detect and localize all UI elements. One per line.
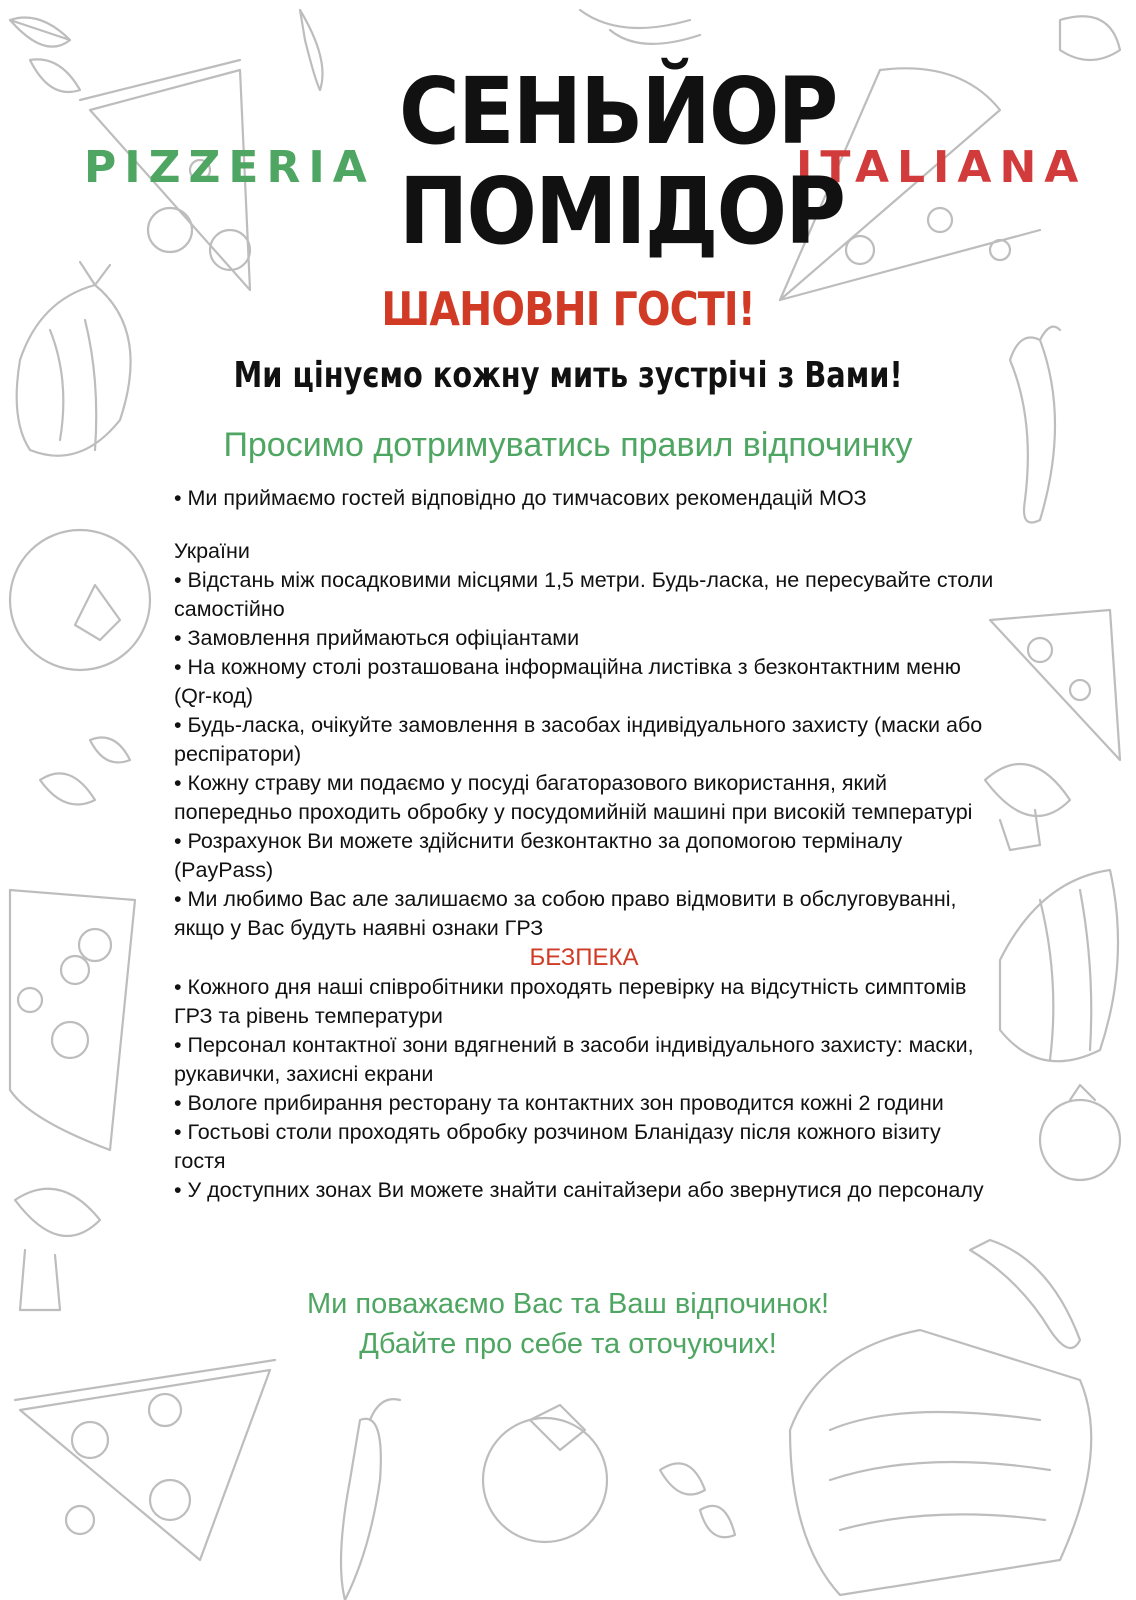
rule-item: • Ми любимо Вас але залишаємо за собою право відмовити в обслуговуванні, якщо у Вас будуть наявні ознаки ГРЗ <box>174 887 957 940</box>
rule-item: • Замовлення приймаються офіціантами <box>174 626 580 650</box>
security-item: • Вологе прибирання ресторану та контактних зон проводится кожні 2 години <box>174 1091 944 1115</box>
motto-text: Ми цінуємо кожну мить зустрічі з Вами! <box>233 355 903 396</box>
rule-item: • Будь-ласка, очікуйте замовлення в засобах індивідуального захисту (маски або респіратори) <box>174 713 983 766</box>
rule-item: • Розрахунок Ви можете здійснити безконтактно за допомогою терміналу (PayPass) <box>174 829 903 882</box>
closing-line-2: Дбайте про себе та оточуючих! <box>359 1328 777 1360</box>
mushroom-icon <box>1060 16 1120 60</box>
chili-pepper-icon <box>341 1399 400 1600</box>
rules-body <box>174 484 994 1205</box>
basil-leaf-icon <box>660 1463 735 1537</box>
rules-heading: Просимо дотримуватись правил відпочинку <box>223 426 913 464</box>
onion-icon <box>1000 870 1118 1061</box>
security-item: • Гостьові столи проходять обробку розчином Бланідазу після кожного візиту гостя <box>174 1120 941 1173</box>
cutting-board-icon <box>790 1330 1091 1595</box>
chili-pepper-icon <box>300 10 323 90</box>
rule-item: • Ми приймаємо гостей відповідно до тимчасових рекомендацій МОЗ <box>174 486 867 510</box>
rule-item: • Кожну страву ми подаємо у посуді багаторазового використання, який попередньо проходить обробку у посудомийній машині при високій температурі <box>174 771 973 824</box>
pizza-slice-icon <box>10 890 135 1150</box>
tomato-icon <box>483 1405 607 1542</box>
restaurant-logo <box>380 58 845 265</box>
greeting-heading <box>0 282 1136 336</box>
pizzeria-tag: PIZZERIA <box>84 142 375 193</box>
closing-message <box>0 1284 1136 1364</box>
tomato-icon <box>10 530 150 670</box>
closing-line-1: Ми поважаємо Вас та Ваш відпочинок! <box>306 1288 830 1320</box>
pizza-slice-icon <box>15 1360 275 1560</box>
security-item: • У доступних зонах Ви можете знайти санітайзери або звернутися до персоналу <box>174 1178 984 1202</box>
tomato-icon <box>580 10 700 44</box>
tomato-icon <box>1040 1085 1120 1180</box>
rule-item: України <box>174 539 250 563</box>
motto-heading <box>0 355 1136 396</box>
security-item: • Персонал контактної зони вдягнений в засоби індивідуального захисту: маски, рукавички, захисні екрани <box>174 1033 974 1086</box>
security-item: • Кожного дня наші співробітники проходять перевірку на відсутність симптомів ГРЗ та рівень температури <box>174 975 967 1028</box>
pizza-slice-icon <box>990 610 1120 760</box>
logo-line-1: СЕНЬЙОР <box>399 58 837 165</box>
rule-item: • На кожному столі розташована інформаційна листівка з безконтактним меню (Qr-код) <box>174 655 961 708</box>
greeting-text: ШАНОВНІ ГОСТІ! <box>381 282 755 336</box>
basil-leaf-icon <box>40 738 130 805</box>
mushroom-icon <box>985 764 1070 850</box>
basil-leaf-icon <box>10 18 80 93</box>
rule-item: • Відстань між посадковими місцями 1,5 метри. Будь-ласка, не пересувайте столи самостійно <box>174 568 994 621</box>
logo-line-2: ПОМІДОР <box>399 158 845 265</box>
italiana-tag: ITALIANA <box>796 142 1087 193</box>
security-heading: БЕЗПЕКА <box>529 944 639 971</box>
